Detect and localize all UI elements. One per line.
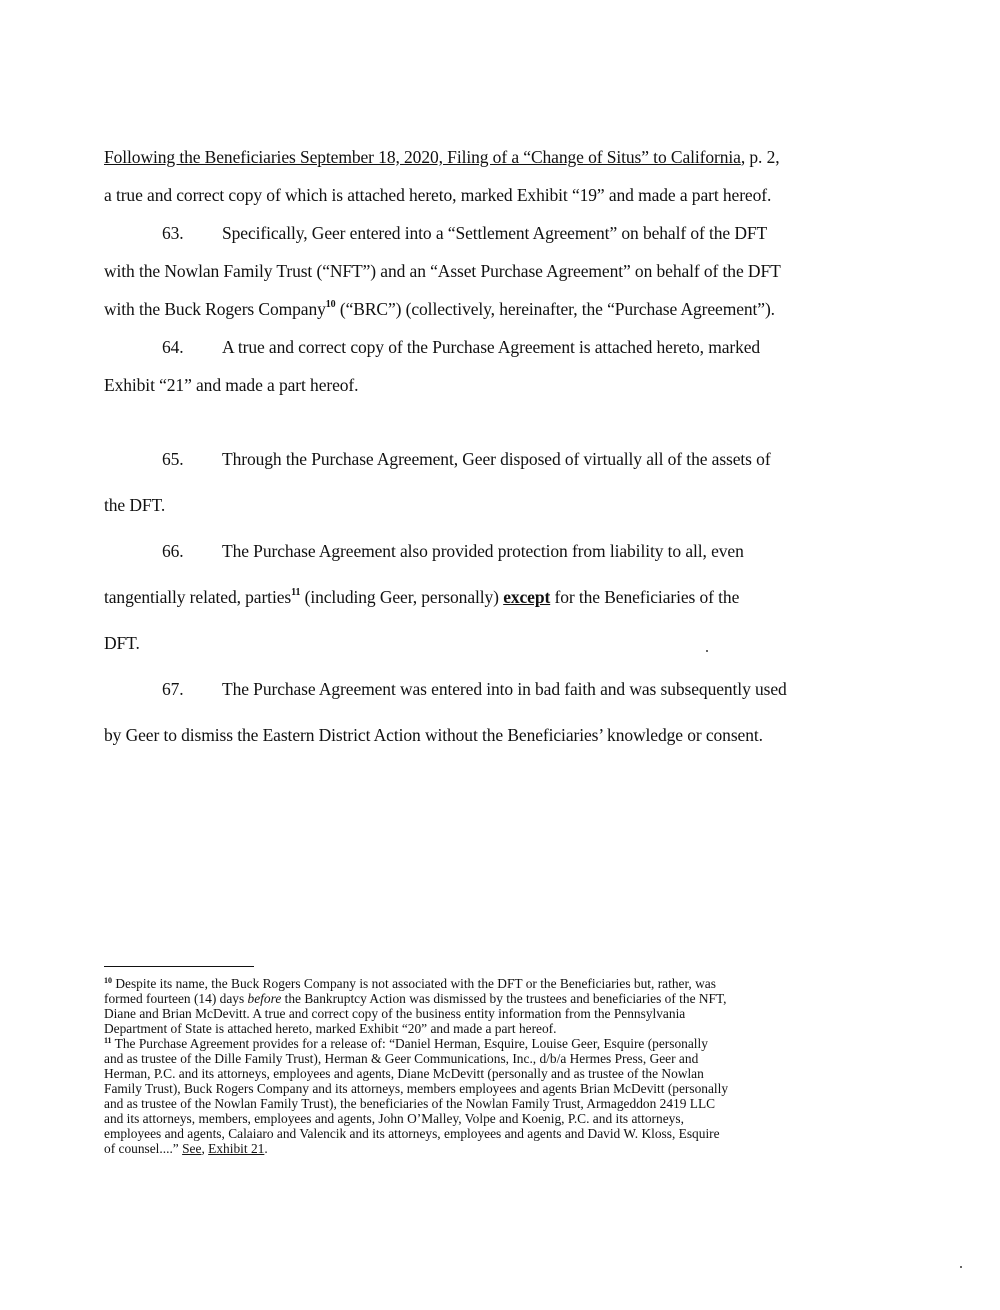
body-line: a true and correct copy of which is attached hereto, marked Exhibit “19” and made a part hereof. <box>104 185 772 205</box>
body-line: the DFT. <box>104 495 166 515</box>
scan-artifact <box>706 650 708 652</box>
footnote-line: Department of State is attached hereto, marked Exhibit “20” and made a part hereof. <box>104 1021 557 1036</box>
footnote-line: formed fourteen (14) days before the Bankruptcy Action was dismissed by the trustees and beneficiaries of the NFT, <box>104 991 727 1006</box>
body-line: with the Nowlan Family Trust (“NFT”) and an “Asset Purchase Agreement” on behalf of the DFT <box>104 261 781 281</box>
body-line: tangentially related, parties$^{11}$ (including Geer, personally) except for the Beneficiaries of the <box>104 587 740 607</box>
paragraph-63: 63. Specifically, Geer entered into a “Settlement Agreement” on behalf of the DFT <box>104 222 876 244</box>
body-line: with the Buck Rogers Company$^{10}$ (“BRC”) (collectively, hereinafter, the “Purchase Agreement”). <box>104 299 775 319</box>
emphasis-except: except <box>503 587 551 607</box>
paragraph-67: 67. The Purchase Agreement was entered into in bad faith and was subsequently used <box>104 678 876 700</box>
footnote-line: Diane and Brian McDevitt. A true and correct copy of the business entity information from the Pennsylvania <box>104 1006 686 1021</box>
body-line: DFT. <box>104 633 140 653</box>
footnote-line: of counsel....” See, Exhibit 21. <box>104 1141 268 1156</box>
footnote-line: Herman, P.C. and its attorneys, employees and agents, Diane McDevitt (personally and as trustee of the Nowlan <box>104 1066 704 1081</box>
emphasis-before: before <box>247 991 282 1006</box>
footnote-11: $^{11}$ The Purchase Agreement provides for a release of: “Daniel Herman, Esquire, Louise Geer, Esquire (personally <box>104 1035 708 1051</box>
paragraph-number: 65. <box>162 449 184 469</box>
paragraph-number: 67. <box>162 679 184 699</box>
underlined-citation: Following the Beneficiaries September 18, 2020, Filing of a “Change of Situs” to California <box>104 147 741 167</box>
body-line: Exhibit “21” and made a part hereof. <box>104 375 359 395</box>
paragraph-64: 64. A true and correct copy of the Purchase Agreement is attached hereto, marked <box>104 336 876 358</box>
footnote-line: and as trustee of the Dille Family Trust), Herman & Geer Communications, Inc., d/b/a Hermes Press, Geer and <box>104 1051 699 1066</box>
exhibit-21-reference: Exhibit 21 <box>208 1141 265 1156</box>
footnote-line: employees and agents, Calaiaro and Valencik and its attorneys, employees and agents and David W. Kloss, Esquire <box>104 1126 720 1141</box>
footnote-10: $^{10}$ Despite its name, the Buck Rogers Company is not associated with the DFT or the Beneficiaries but, rather, was <box>104 975 716 991</box>
body-line: by Geer to dismiss the Eastern District Action without the Beneficiaries’ knowledge or consent. <box>104 725 763 745</box>
footnote-marker: 10 <box>104 975 112 985</box>
paragraph-number: 66. <box>162 541 184 561</box>
footnote-line: and its attorneys, members, employees and agents, John O’Malley, Volpe and Koenig, P.C. and its attorneys, <box>104 1111 684 1126</box>
footnote-line: Family Trust), Buck Rogers Company and its attorneys, members employees and agents Brian McDevitt (personally <box>104 1081 729 1096</box>
paragraph-66: 66. The Purchase Agreement also provided protection from liability to all, even <box>104 540 876 562</box>
footnote-line: and as trustee of the Nowlan Family Trust), the beneficiaries of the Nowlan Family Trust, Armageddon 2419 LLC <box>104 1096 716 1111</box>
see-signal: See <box>182 1141 202 1156</box>
paragraph-number: 63. <box>162 223 184 243</box>
scan-artifact <box>960 1266 962 1268</box>
footnote-ref-10[interactable]: 10 <box>325 299 336 311</box>
body-line: Following the Beneficiaries September 18, 2020, Filing of a “Change of Situs” to California, p. 2, <box>104 147 780 167</box>
footnote-separator <box>104 966 254 967</box>
footnote-marker: 11 <box>104 1035 112 1045</box>
footnote-ref-11[interactable]: 11 <box>291 587 301 599</box>
paragraph-number: 64. <box>162 337 184 357</box>
paragraph-65: 65. Through the Purchase Agreement, Geer disposed of virtually all of the assets of <box>104 448 876 470</box>
